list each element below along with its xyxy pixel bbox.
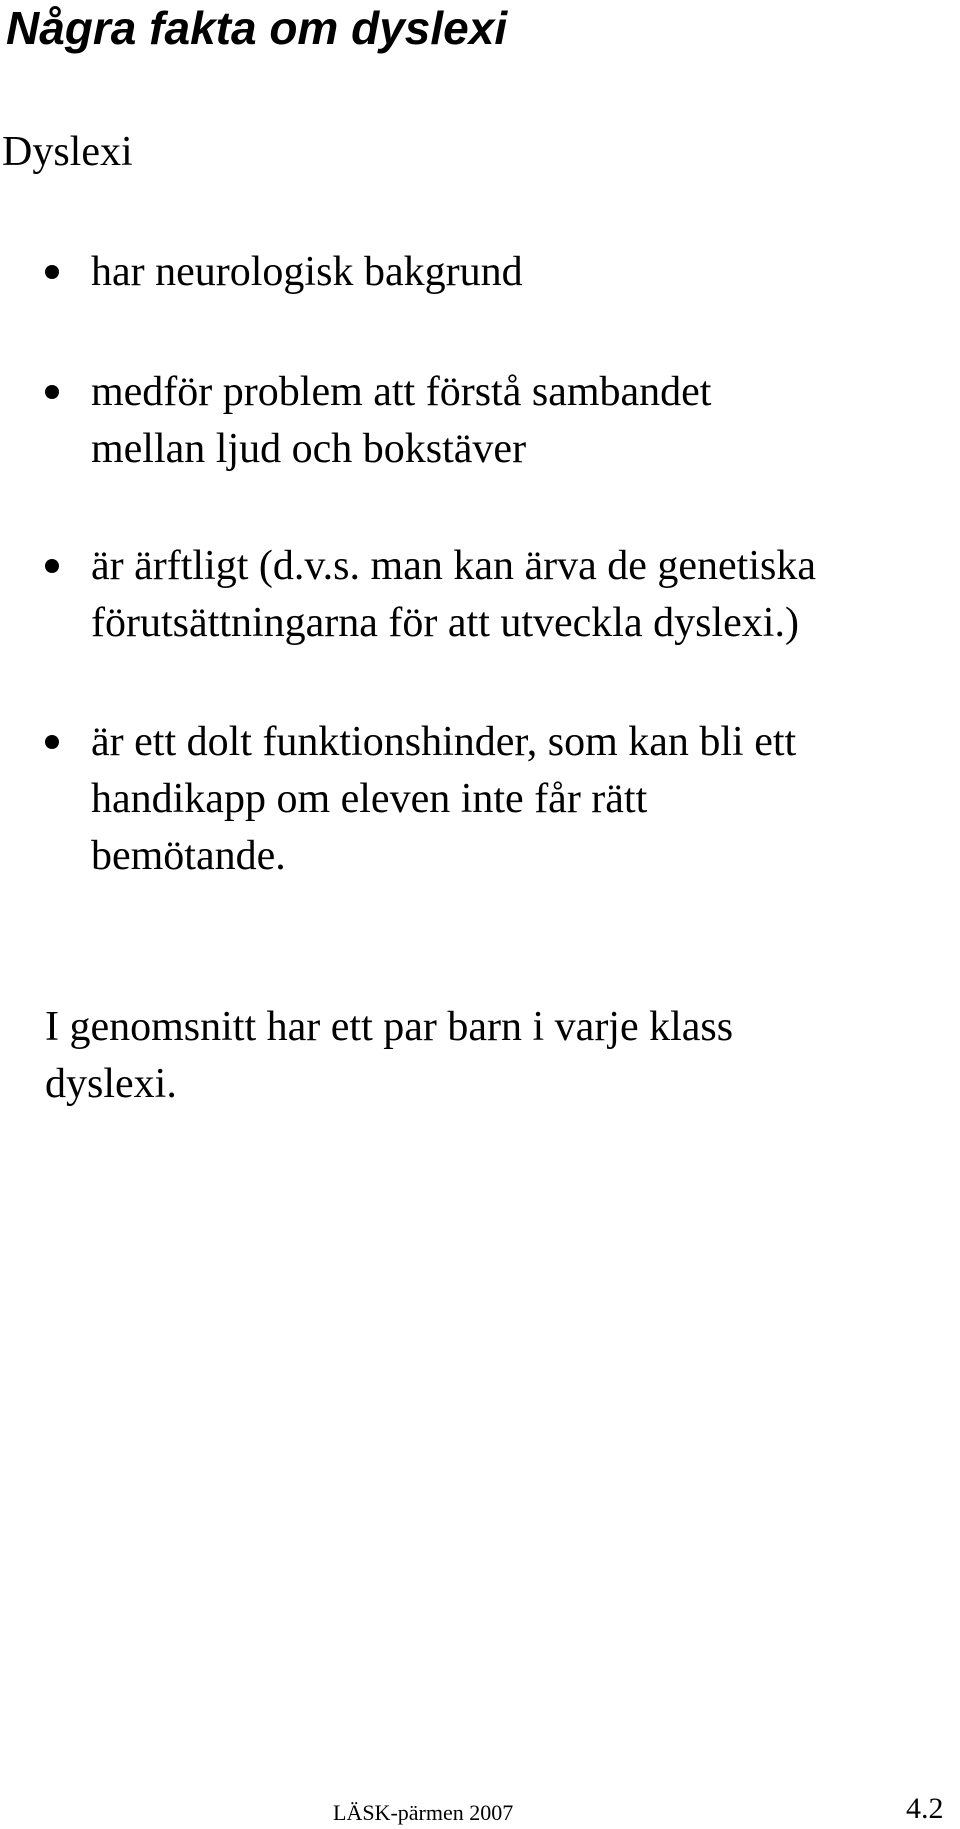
list-item-text: har neurologisk bakgrund [91,249,523,295]
intro-heading: Dyslexi [2,129,133,175]
bullet-icon [45,559,59,573]
list-item-text: är ett dolt funktionshinder, som kan bli ett handikapp om eleven inte får rätt bemötande. [91,719,797,879]
page-title: Några fakta om dyslexi [6,2,508,54]
summary-paragraph: I genomsnitt har ett par barn i varje klass dyslexi. [45,1004,734,1107]
bullet-icon [45,735,59,749]
bullet-icon [45,385,59,399]
page-number: 4.2 [906,1792,944,1825]
list-item-text: medför problem att förstå sambandet mellan ljud och bokstäver [91,369,712,472]
list-item-text: är ärftligt (d.v.s. man kan ärva de genetiska förutsättningarna för att utveckla dyslexi.) [91,543,816,646]
footer-label: LÄSK-pärmen 2007 [333,1800,514,1825]
bullet-icon [45,265,59,279]
